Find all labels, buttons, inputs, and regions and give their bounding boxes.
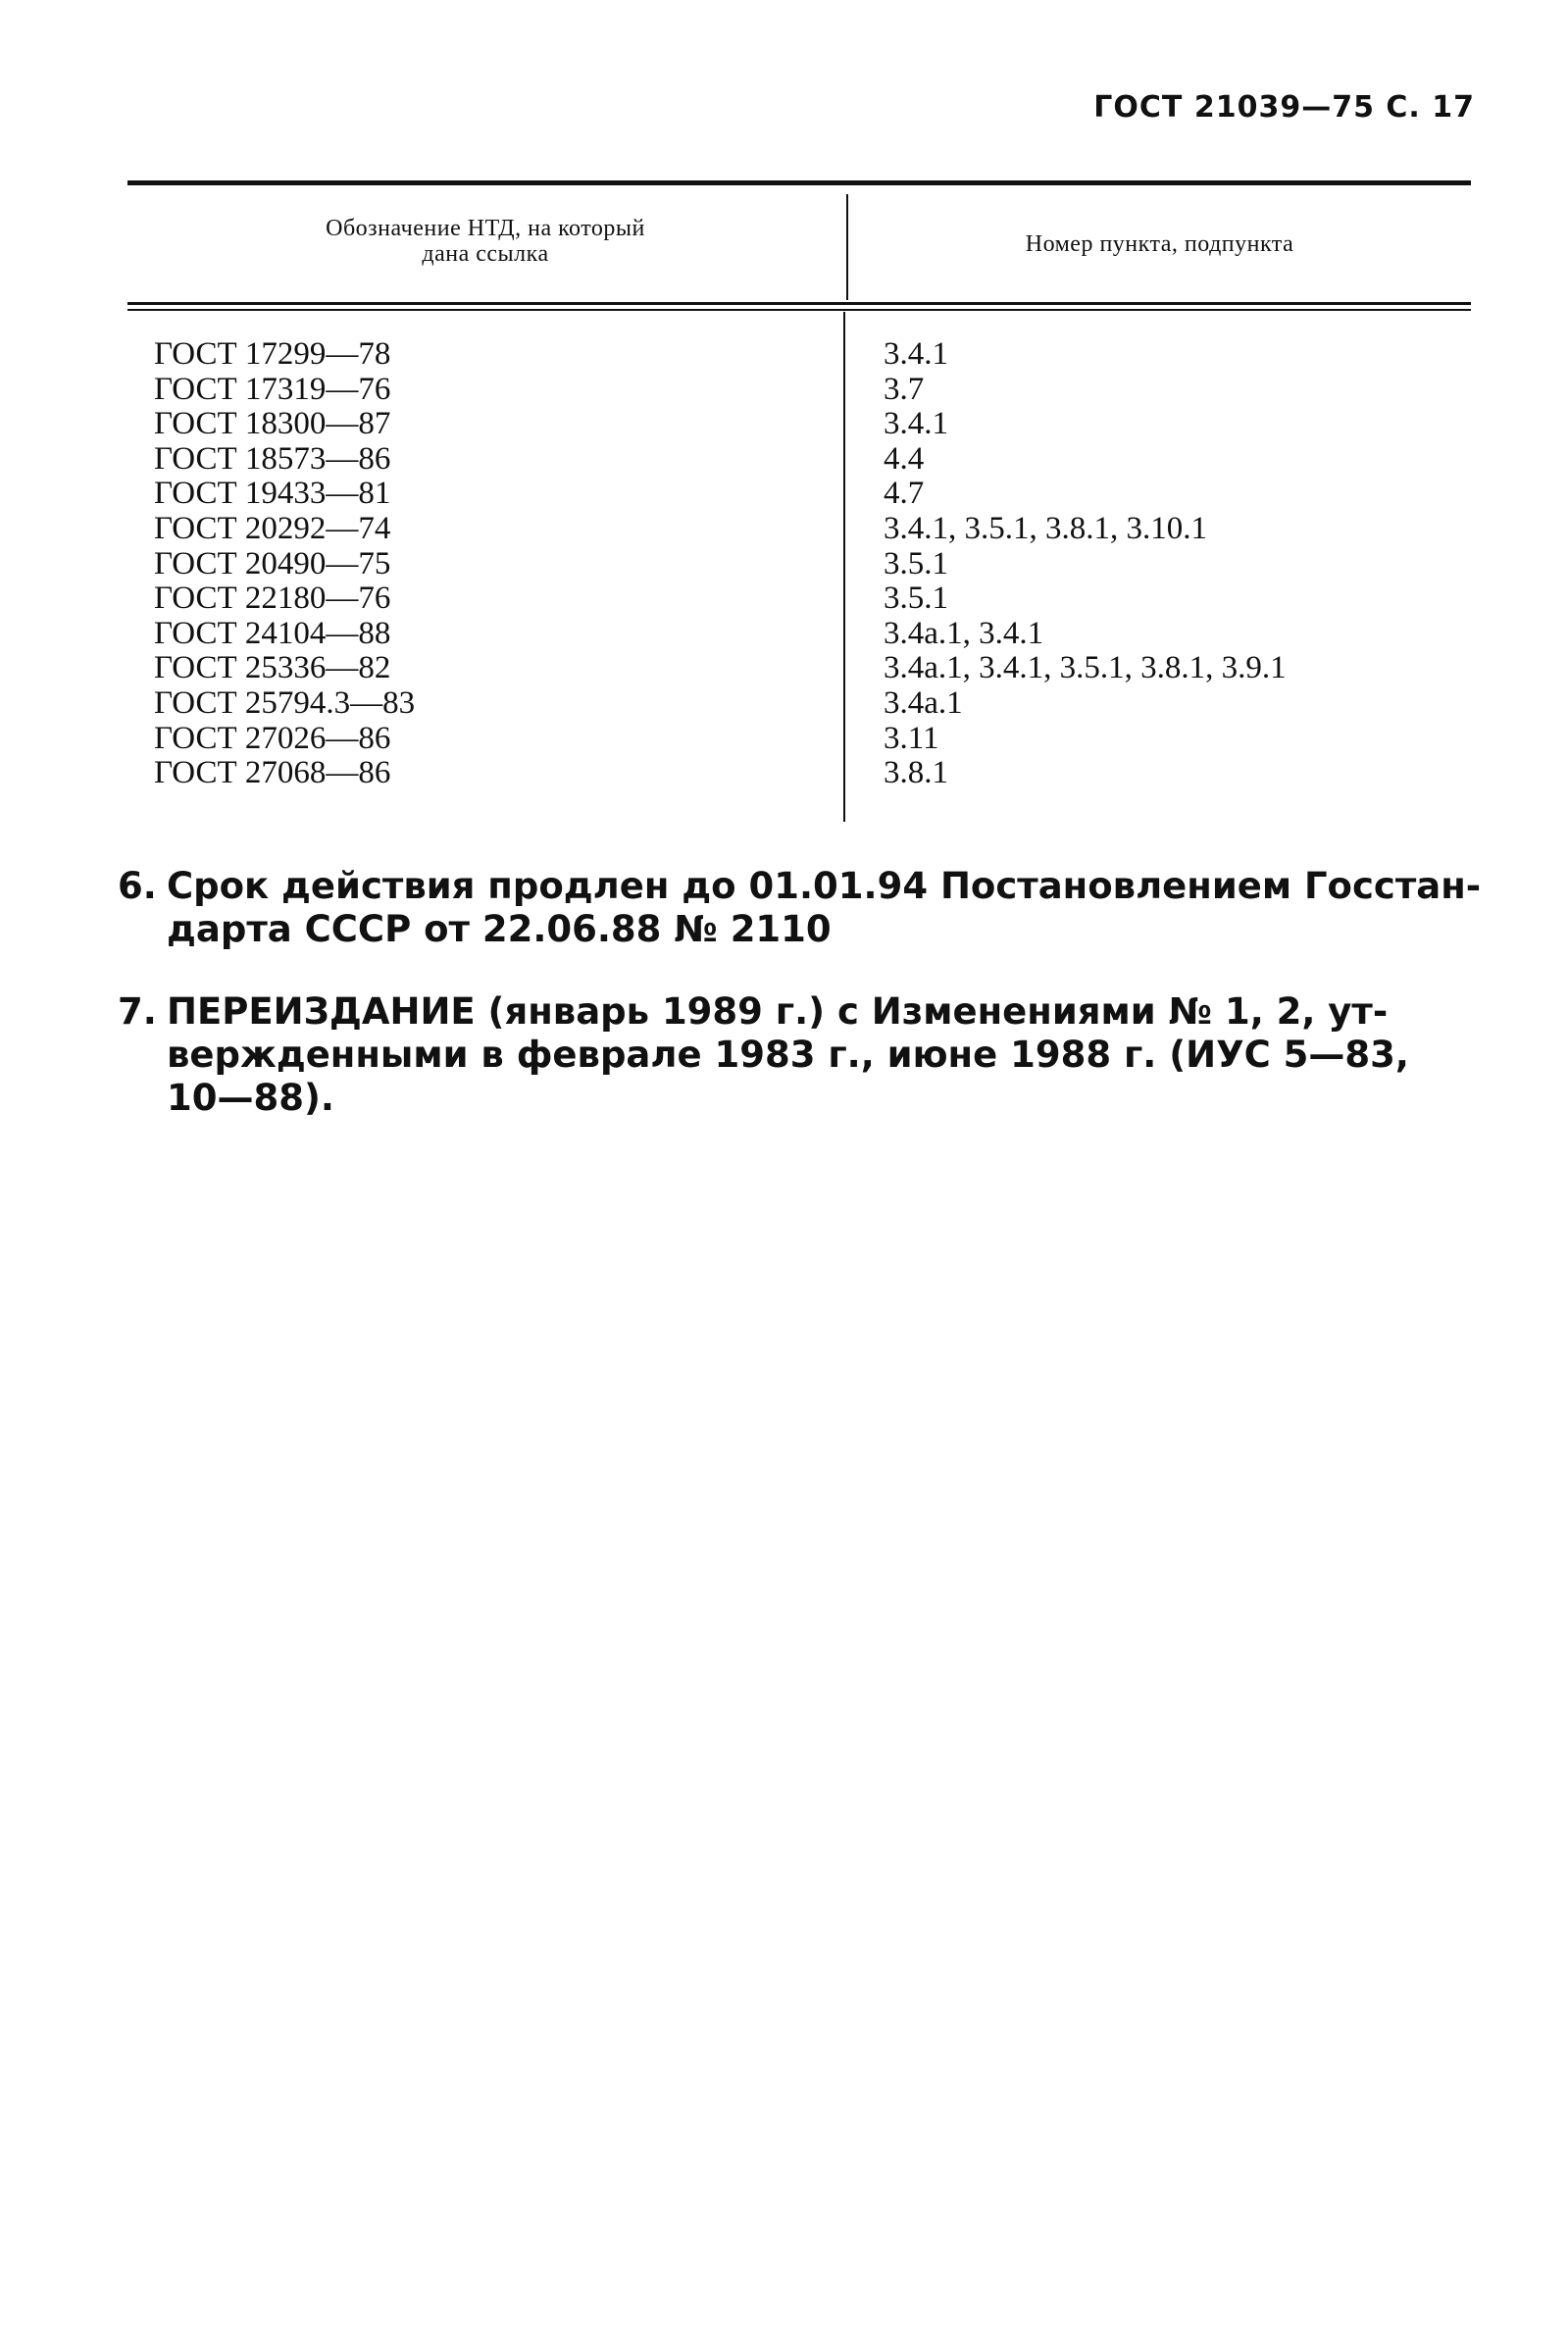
note-7-line2: вержденными в феврале 1983 г., июне 1988 г. (ИУС 5—83,	[167, 1034, 1409, 1076]
note-6-line2: дарта СССР от 22.06.88 № 2110	[167, 908, 832, 950]
table-top-rule	[127, 180, 1471, 185]
table-cell-ntd: ГОСТ 25794.3—83	[154, 684, 416, 721]
table-cell-ntd: ГОСТ 27068—86	[154, 755, 391, 791]
table-header-ntd	[127, 216, 843, 267]
note-7-line1: ПЕРЕИЗДАНИЕ (январь 1989 г.) с Изменениями № 1, 2, ут-	[167, 990, 1389, 1033]
table-cell-items: 3.4.1	[884, 336, 948, 372]
table-cell-ntd: ГОСТ 27026—86	[154, 720, 391, 756]
table-cell-ntd: ГОСТ 20490—75	[154, 545, 391, 581]
note-6-number: 6.	[118, 865, 157, 907]
table-cell-items: 4.7	[884, 476, 925, 512]
table-cell-items: 3.4.1, 3.5.1, 3.8.1, 3.10.1	[884, 510, 1207, 546]
table-cell-items: 3.4а.1, 3.4.1	[884, 615, 1044, 651]
table-cell-items: 3.4.1	[884, 406, 948, 442]
table-cell-ntd: ГОСТ 18573—86	[154, 440, 391, 477]
table-cell-ntd: ГОСТ 25336—82	[154, 650, 391, 686]
note-7-line1-row	[118, 990, 1481, 1034]
table-cell-items: 3.4а.1	[884, 684, 963, 721]
note-7	[118, 990, 1481, 1120]
table-cell-items: 3.8.1	[884, 755, 948, 791]
note-7-line3: 10—88).	[167, 1077, 334, 1119]
table-cell-items: 3.5.1	[884, 581, 948, 617]
reference-table	[127, 180, 1471, 828]
table-header-ntd-line1: Обозначение НТД, на который	[326, 216, 645, 241]
table-cell-ntd: ГОСТ 17319—76	[154, 371, 391, 407]
items-column	[884, 337, 1287, 791]
table-cell-items: 3.7	[884, 371, 925, 407]
table-cell-items: 3.11	[884, 720, 939, 756]
ntd-column	[154, 337, 415, 791]
table-header-ntd-line2: дана ссылка	[422, 241, 549, 267]
table-body-divider	[843, 312, 845, 822]
table-cell-items: 4.4	[884, 440, 925, 477]
table-cell-items: 3.4а.1, 3.4.1, 3.5.1, 3.8.1, 3.9.1	[884, 650, 1287, 686]
table-cell-ntd: ГОСТ 24104—88	[154, 615, 391, 651]
table-header-rule-1	[127, 302, 1471, 305]
table-header-items: Номер пункта, подпункта	[1025, 231, 1294, 257]
table-cell-ntd: ГОСТ 17299—78	[154, 336, 391, 372]
table-cell-ntd: ГОСТ 20292—74	[154, 510, 391, 546]
note-7-number: 7.	[118, 990, 157, 1033]
running-header: ГОСТ 21039—75 С. 17	[1093, 90, 1475, 125]
note-6-line1: Срок действия продлен до 01.01.94 Постановлением Госстан-	[167, 865, 1482, 907]
note-6	[118, 865, 1481, 951]
table-cell-ntd: ГОСТ 18300—87	[154, 406, 391, 442]
table-cell-ntd: ГОСТ 22180—76	[154, 581, 391, 617]
table-cell-ntd: ГОСТ 19433—81	[154, 476, 391, 512]
note-6-line1-row	[118, 865, 1481, 908]
table-header-rule-2	[127, 309, 1471, 311]
table-cell-items: 3.5.1	[884, 545, 948, 581]
